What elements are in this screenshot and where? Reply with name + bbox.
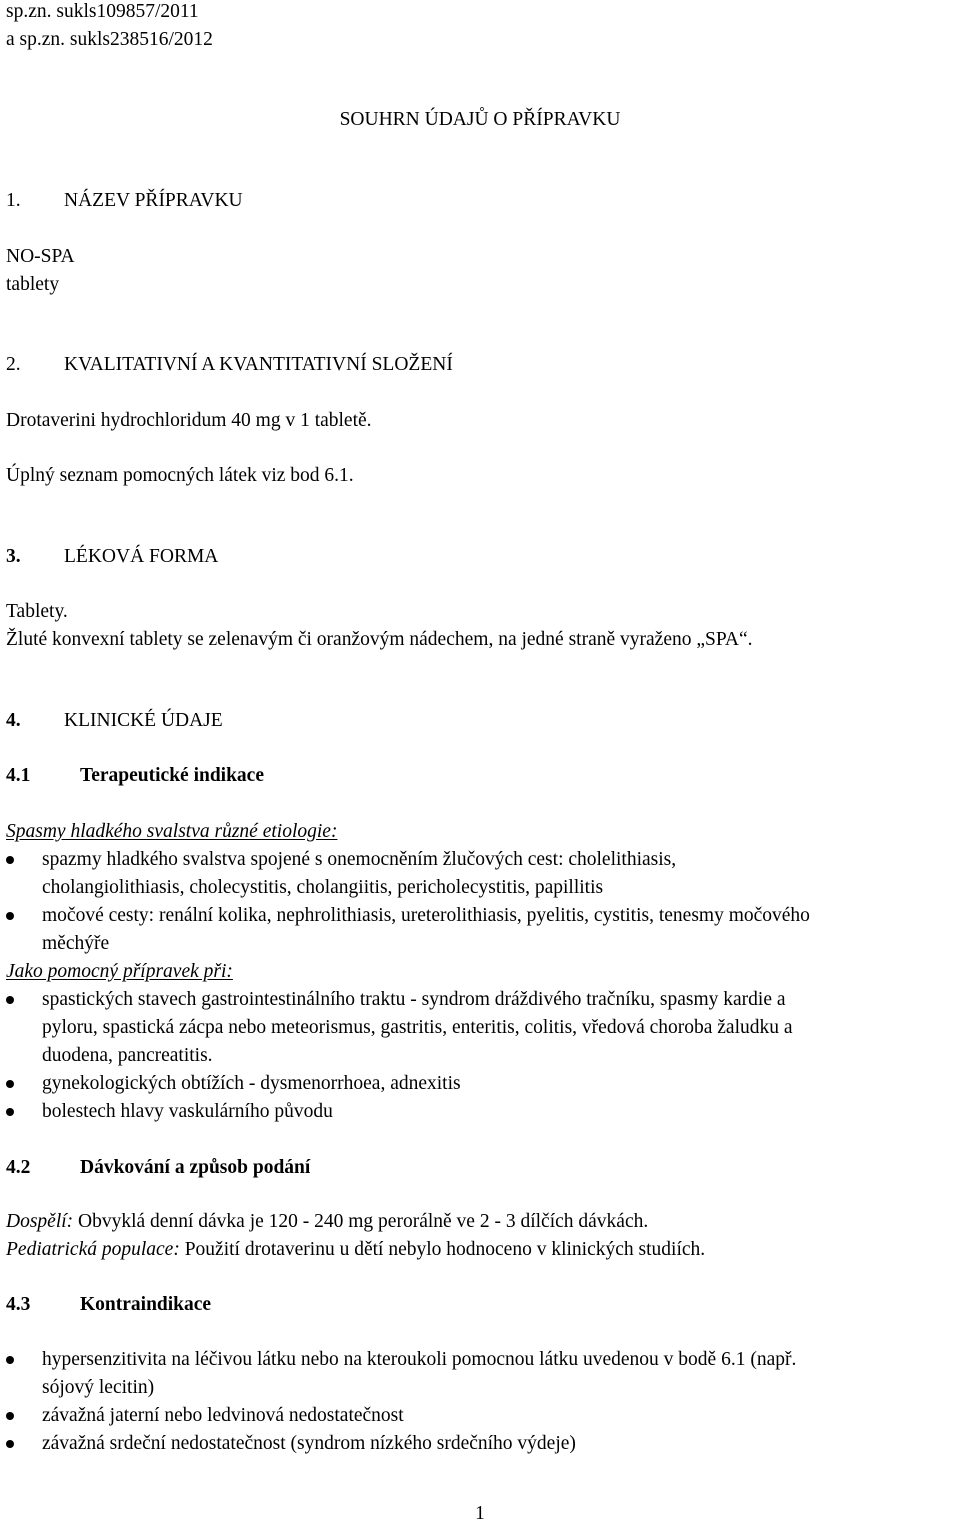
dosage-pediatric-text: Použití drotaverinu u dětí nebylo hodnoceno v klinických studiích. [179,1239,706,1260]
product-name: NO-SPA [6,246,75,267]
section-3-title: LÉKOVÁ FORMA [64,546,219,567]
form-line-2: Žluté konvexní tablety se zelenavým či oranžovým nádechem, na jedné straně vyraženo „SPA“. [6,629,753,650]
bullet-icon [6,856,14,864]
product-form: tablety [6,274,60,295]
indication-3-line-2: pyloru, spastická zácpa nebo meteorismus, gastritis, enteritis, colitis, vředová choroba žaludku a [42,1017,793,1038]
indication-5-line-1: bolestech hlavy vaskulárního původu [42,1101,333,1122]
bullet-icon [6,1108,14,1116]
section-3-heading [6,547,218,567]
subsection-4-2-heading [6,1158,310,1178]
reference-number-1: sp.zn. sukls109857/2011 [6,1,199,22]
indications-group-2-label: Jako pomocný přípravek při: [6,961,233,982]
subsection-4-2-number: 4.2 [6,1157,31,1178]
document-title: SOUHRN ÚDAJŮ O PŘÍPRAVKU [339,109,621,130]
indication-4-line-1: gynekologických obtížích - dysmenorrhoea, adnexitis [42,1073,461,1094]
bullet-icon [6,1412,14,1420]
contraindication-3-line-1: závažná srdeční nedostatečnost (syndrom nízkého srdečního výdeje) [42,1433,576,1454]
bullet-icon [6,1440,14,1448]
excipients-text: Úplný seznam pomocných látek viz bod 6.1. [6,465,354,486]
section-1-title: NÁZEV PŘÍPRAVKU [64,190,243,211]
indication-3-line-1: spastických stavech gastrointestinálního traktu - syndrom dráždivého tračníku, spasmy kardie a [42,989,786,1010]
section-3-number: 3. [6,546,21,567]
subsection-4-3-number: 4.3 [6,1294,31,1315]
composition-text: Drotaverini hydrochloridum 40 mg v 1 tabletě. [6,410,372,431]
indications-group-1-label: Spasmy hladkého svalstva různé etiologie: [6,821,338,842]
indication-2-line-2: měchýře [42,933,110,954]
subsection-4-1-title: Terapeutické indikace [80,765,264,786]
indication-2-line-1: močové cesty: renální kolika, nephrolithiasis, ureterolithiasis, pyelitis, cystitis, tenesmy močového [42,905,810,926]
dosage-adults [6,1212,648,1232]
dosage-adults-text: Obvyklá denní dávka je 120 - 240 mg perorálně ve 2 - 3 dílčích dávkách. [73,1211,649,1232]
section-1-number: 1. [6,190,21,211]
section-4-heading [6,711,223,731]
bullet-icon [6,1356,14,1364]
subsection-4-1-number: 4.1 [6,765,31,786]
section-4-title: KLINICKÉ ÚDAJE [64,710,223,731]
section-2-heading [6,355,453,375]
section-4-number: 4. [6,710,21,731]
subsection-4-1-heading [6,766,264,786]
section-1-heading [6,191,243,211]
contraindication-1-line-1: hypersenzitivita na léčivou látku nebo na kteroukoli pomocnou látku uvedenou v bodě 6.1 (např. [42,1349,797,1370]
indication-3-line-3: duodena, pancreatitis. [42,1045,213,1066]
section-2-title: KVALITATIVNÍ A KVANTITATIVNÍ SLOŽENÍ [64,354,453,375]
subsection-4-2-title: Dávkování a způsob podání [80,1157,311,1178]
contraindication-1-line-2: sójový lecitin) [42,1377,155,1398]
indication-1-line-1: spazmy hladkého svalstva spojené s onemocněním žlučových cest: cholelithiasis, [42,849,677,870]
reference-number-2: a sp.zn. sukls238516/2012 [6,29,213,50]
indication-1-line-2: cholangiolithiasis, cholecystitis, cholangiitis, pericholecystitis, papillitis [42,877,604,898]
bullet-icon [6,1080,14,1088]
bullet-icon [6,996,14,1004]
subsection-4-3-title: Kontraindikace [80,1294,212,1315]
bullet-icon [6,912,14,920]
dosage-pediatric [6,1240,705,1260]
section-2-number: 2. [6,354,21,375]
dosage-pediatric-label: Pediatrická populace: [6,1239,180,1260]
subsection-4-3-heading [6,1295,211,1315]
dosage-adults-label: Dospělí: [6,1211,74,1232]
form-line-1: Tablety. [6,601,68,622]
page-number: 1 [475,1503,485,1524]
contraindication-2-line-1: závažná jaterní nebo ledvinová nedostatečnost [42,1405,404,1426]
